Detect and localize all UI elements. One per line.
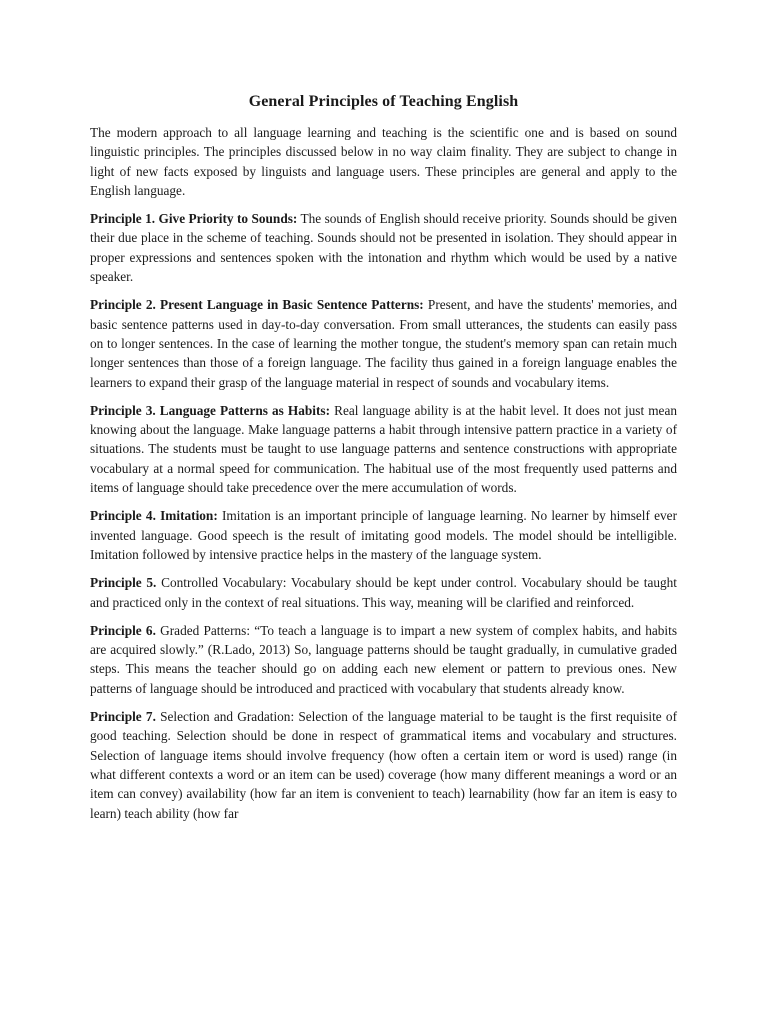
- intro-paragraph: The modern approach to all language learning and teaching is the scientific one and is based on sound linguistic principles. The principles discussed below in no way claim finality. They are subject to change in light of new facts exposed by linguists and language users. These principles are general and apply to the English language.: [90, 125, 677, 198]
- principle-5-paragraph: [90, 573, 677, 612]
- principle-4-heading: Principle 4. Imitation:: [90, 508, 218, 524]
- principle-1-heading: Principle 1. Give Priority to Sounds:: [90, 211, 298, 227]
- principle-5-heading: Principle 5.: [90, 575, 157, 591]
- principle-7-text: Selection and Gradation: Selection of the language material to be taught is the first requisite of good teaching. Selection should be done in respect of grammatical items and vocabulary and structures. Selection of language items should involve frequency (how often a certain item or word is used) range (in what different contexts a word or an item can be used) coverage (how many different meanings a word or an item can convey) availability (how far an item is convenient to teach) learnability (how far an item is easy to learn) teach ability (how far: [90, 709, 677, 821]
- principle-4-paragraph: [90, 506, 677, 564]
- principle-2-text: Present, and have the students' memories, and basic sentence patterns used in day-to-day conversation. From small utterances, the students can easily pass on to longer sentences. In the case of learning the mother tongue, the student's memory span can retain much longer sentences than those of a foreign language. The facility thus gained in a foreign language enables the learners to expand their grasp of the language material in respect of sounds and vocabulary items.: [90, 297, 677, 390]
- principle-3-heading: Principle 3. Language Patterns as Habits:: [90, 402, 331, 418]
- principle-2-heading: Principle 2. Present Language in Basic Sentence Patterns:: [90, 297, 424, 313]
- principle-6-text: Graded Patterns: “To teach a language is to impart a new system of complex habits, and habits are acquired slowly.” (R.Lado, 2013) So, language patterns should be taught gradually, in cumulative graded steps. This means the teacher should go on adding each new element or pattern to previous ones. New patterns of language should be introduced and practiced with vocabulary that students already know.: [90, 622, 677, 696]
- principle-6-paragraph: [90, 621, 677, 698]
- principle-6-heading: Principle 6.: [90, 622, 156, 638]
- document-title: General Principles of Teaching English: [248, 93, 519, 110]
- principle-3-text: Real language ability is at the habit level. It does not just mean knowing about the language. Make language patterns a habit through intensive pattern practice in a variety of situations. The students must be taught to use language patterns and sentence constructions with appropriate vocabulary at a normal speed for communication. The habitual use of the most frequently used patterns and items of language should take precedence over the mere accumulation of words.: [90, 402, 677, 496]
- principle-1-paragraph: [90, 209, 677, 286]
- principle-2-paragraph: [90, 295, 677, 391]
- principle-4-text: Imitation is an important principle of language learning. No learner by himself ever invented language. Good speech is the result of imitating good models. The model should be intelligible. Imitation followed by intensive practice helps in the mastery of the language system.: [90, 508, 677, 562]
- principle-3-paragraph: [90, 401, 677, 497]
- principle-5-text: Controlled Vocabulary: Vocabulary should be kept under control. Vocabulary should be taught and practiced only in the context of real situations. This way, meaning will be clarified and reinforced.: [90, 575, 678, 610]
- principle-1-text: The sounds of English should receive priority. Sounds should be given their due place in the scheme of teaching. Sounds should not be presented in isolation. They should appear in proper expressions and sentences spoken with the intonation and rhythm which would be used by a native speaker.: [90, 211, 677, 285]
- principle-7-heading: Principle 7.: [90, 709, 156, 725]
- principle-7-paragraph: [90, 707, 677, 823]
